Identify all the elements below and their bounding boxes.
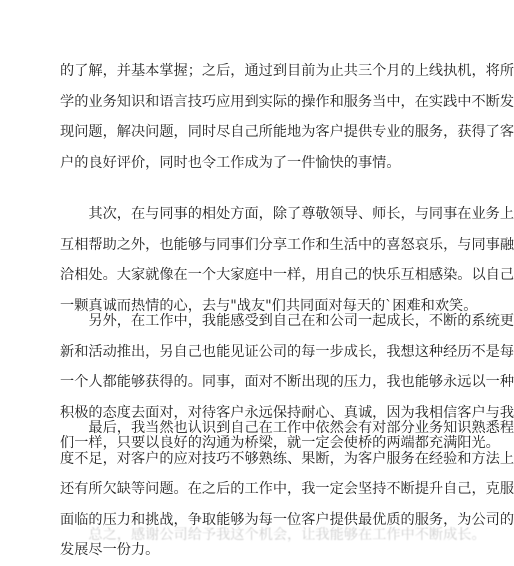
text-line: 户的良好评价，同时也令工作成为了一件愉快的事情。 — [60, 154, 401, 171]
text-line: 的了解，并基本掌握；之后，通过到目前为止共三个月的上线执机，将所 — [60, 63, 514, 79]
text-line: 们一样，只要以良好的沟通为桥梁，就一定会使桥的两端都充满阳光。 — [60, 435, 500, 451]
text-line: 一颗真诚而热情的心，去与"战友"们共同面对每天的`困难和欢笑。 — [60, 297, 478, 314]
text-line: 洽相处。大家就像在一个大家庭中一样，用自己的快乐互相感染。以自己 — [60, 267, 514, 283]
text-line: 互相帮助之外，也能够与同事们分享工作和生活中的喜怒哀乐，与同事融 — [60, 236, 514, 253]
text-line: 度不足，对客户的应对技巧不够熟练、果断，为客户服务在经验和方法上 — [60, 450, 514, 467]
text-line: 其次，在与同事的相处方面，除了尊敬领导、师长，与同事在业务上 — [88, 206, 514, 222]
text-line: 还有所欠缺等问题。在之后的工作中，我一定会坚持不断提升自己，克服 — [60, 481, 514, 497]
text-line: 总之，感谢公司给予我这个机会，让我能够在工作中不断成长。 — [88, 527, 486, 543]
paragraph-5-cut-off — [60, 520, 486, 551]
text-line: 发展尽一份力。 — [60, 542, 160, 558]
text-line: 另外，在工作中，我能感受到自己在和公司一起成长，不断的系统更 — [88, 313, 514, 329]
text-line: 最后，我当然也认识到自己在工作中依然会有对部分业务知识熟悉程 — [88, 420, 514, 436]
text-line: 积极的态度去面对，对待客户永远保持耐心、真诚，因为我相信客户与我 — [60, 404, 514, 421]
paragraph-1 — [60, 56, 514, 178]
text-line: 学的业务知识和语言技巧应用到实际的操作和服务当中，在实践中不断发 — [60, 93, 514, 110]
text-line: 一个人都能够获得的。同事，面对不断出现的压力，我也能够永远以一种 — [60, 374, 514, 390]
text-line: 面临的压力和挑战，争取能够为每一位客户提供最优质的服务，为公司的 — [60, 511, 514, 528]
text-line: 现问题，解决问题，同时尽自己所能地为客户提供专业的服务，获得了客 — [60, 124, 514, 140]
text-line: 新和活动推出，另自己也能见证公司的每一步成长，我想这种经历不是每 — [60, 343, 514, 360]
